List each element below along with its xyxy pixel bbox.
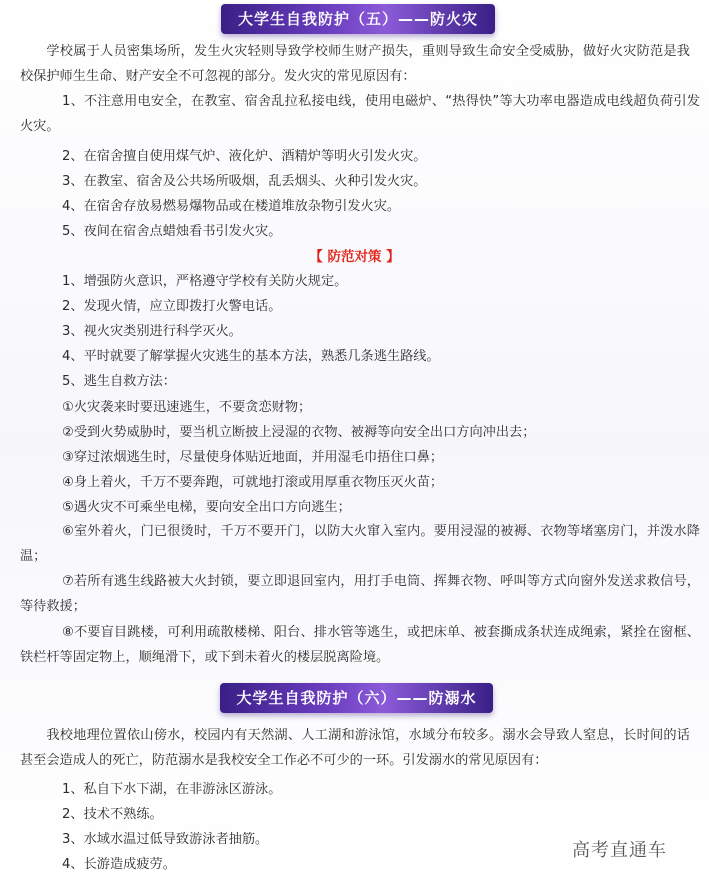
fire-intro: 学校属于人员密集场所，发生火灾轻则导致学校师生财产损失，重则导致生命安全受威胁，做好火灾防范是我校保护师生生命、财产安全不可忽视的部分。发火灾的常见原因有：	[20, 44, 690, 84]
measure-5: 5、逃生自救方法：	[62, 374, 176, 389]
measure-1: 1、增强防火意识，严格遵守学校有关防火规定。	[62, 274, 348, 289]
fire-cause-3: 3、在教室、宿舍及公共场所吸烟，乱丢烟头、火种引发火灾。	[62, 174, 427, 189]
escape-2: ②受到火势威胁时，要当机立断披上浸湿的衣物、被褥等向安全出口方向冲出去；	[62, 425, 536, 440]
watermark: 高考直通车	[572, 840, 667, 861]
drowning-cause-1: 1、私自下水下湖，在非游泳区游泳。	[62, 782, 282, 797]
escape-3: ③穿过浓烟逃生时，尽量使身体贴近地面，并用湿毛巾捂住口鼻；	[62, 450, 444, 465]
escape-8: ⑧不要盲目跳楼，可利用疏散楼梯、阳台、排水管等逃生，或把床单、被套撕成条状连成绳索，紧拴在窗框、铁栏杆等固定物上，顺绳滑下，或下到未着火的楼层脱离险境。	[20, 625, 700, 665]
escape-5: ⑤遇火灾不可乘坐电梯，要向安全出口方向逃生；	[62, 500, 351, 515]
measures-heading: 【 防范对策 】	[309, 249, 400, 265]
drowning-cause-2: 2、技术不熟练。	[62, 807, 163, 822]
measure-2: 2、发现火情，应立即拨打火警电话。	[62, 299, 282, 314]
drowning-cause-3: 3、水域水温过低导致游泳者抽筋。	[62, 832, 269, 847]
drowning-cause-4: 4、长游造成疲劳。	[62, 857, 176, 872]
fire-cause-4: 4、在宿舍存放易燃易爆物品或在楼道堆放杂物引发火灾。	[62, 199, 401, 214]
escape-7: ⑦若所有逃生线路被大火封锁，要立即退回室内，用打手电筒、挥舞衣物、呼叫等方式向窗外发送求救信号，等待救援；	[20, 574, 700, 614]
section-title-fire: 大学生自我防护（五）——防火灾	[221, 4, 495, 34]
escape-4: ④身上着火，千万不要奔跑，可就地打滚或用厚重衣物压灭火苗；	[62, 475, 444, 490]
escape-1: ①火灾袭来时要迅速逃生，不要贪恋财物；	[62, 400, 312, 415]
fire-cause-2: 2、在宿舍擅自使用煤气炉、液化炉、酒精炉等明火引发火灾。	[62, 149, 427, 164]
section-title-drowning: 大学生自我防护（六）——防溺水	[220, 683, 493, 713]
measure-4: 4、平时就要了解掌握火灾逃生的基本方法，熟悉几条逃生路线。	[62, 349, 440, 364]
escape-6: ⑥室外着火，门已很烫时，千万不要开门，以防大火窜入室内。要用浸湿的被褥、衣物等堵塞房门，并泼水降温；	[20, 524, 700, 564]
measure-3: 3、视火灾类别进行科学灭火。	[62, 324, 242, 339]
fire-cause-5: 5、夜间在宿舍点蜡烛看书引发火灾。	[62, 224, 282, 239]
drowning-intro: 我校地理位置依山傍水，校园内有天然湖、人工湖和游泳馆，水域分布较多。溺水会导致人窒息，长时间的话甚至会造成人的死亡，防范溺水是我校安全工作必不可少的一环。引发溺水的常见原因有：	[20, 728, 690, 768]
fire-cause-1: 1、不注意用电安全，在教室、宿舍乱拉私接电线，使用电磁炉、“热得快”等大功率电器造成电线超负荷引发火灾。	[20, 94, 700, 134]
